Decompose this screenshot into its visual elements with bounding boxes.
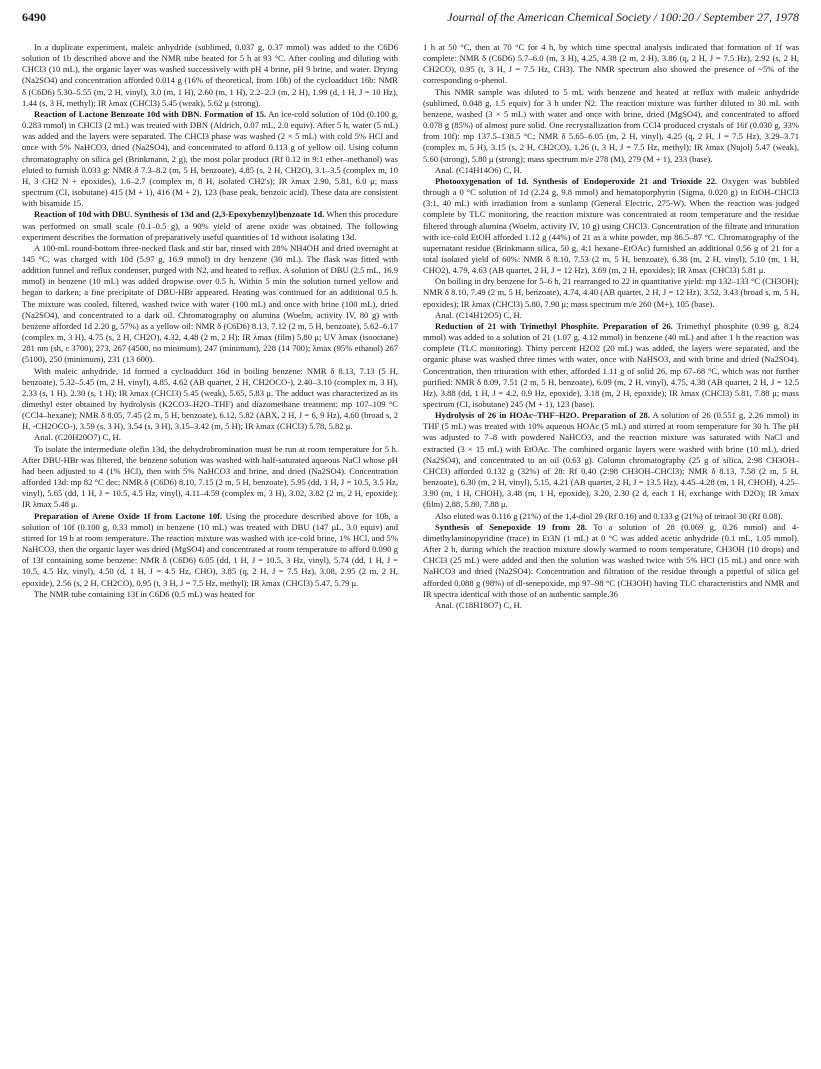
journal-citation: Journal of the American Chemical Society / 100:20 / September 27, 1978 xyxy=(447,10,799,24)
paragraph xyxy=(423,176,799,276)
run-in-heading: Hydrolysis of 26 in HOAc–THF–H2O. Preparation of 28. xyxy=(435,410,650,421)
page-header xyxy=(22,10,799,28)
paragraph-text: An ice-cold solution of 10d (0.100 g, 0.283 mmol) in CHCl3 (2 mL) was treated with DBN (Aldrich, 0.07 mL, 2.0 equiv). After 5 h, water (5 mL) was added and the layers were separated. The CHCl3 phase was washed (2 × 5 mL) with cold 5% HCl and once with 5% NaHCO3, dried (Na2SO4), and concentrated to afford 0.113 g of yellow oil. Using column chromatography on silica gel (Brinkmann, 2 g), the most polar product (Rf 0.12 in 9:1 ether–methanol) was eluted to furnish 0.033 g: NMR δ 7.3–8.2 (m, 5 H, benzoate), 4.85 (s, 2 H, CH2O), 3.1–3.5 (complex m, 10 H, 3 CH2 N + epoxides), 1.6–2.7 (complex m, 8 H, isolated CH2's); IR λmax 2.90, 5.81, 6.0 μ; mass spectrum (CI, isobutane) 415 (M + 1), 416 (M + 2), 123 (base peak, benzoic acid). These data are consistent with bisamide 15. xyxy=(22,108,398,209)
paragraph xyxy=(423,511,799,522)
paragraph-text: To isolate the intermediate olefin 13d, the dehydrobromination must be run at room temperature for 5 h. After DBU-HBr was filtered, the benzene solution was washed with half-saturated aqueous NaCl whose pH had been adjusted to 4 (1% HCl), then with 5% NaHCO3 and brine, and dried (Na2SO4). Concentration afforded 13d: mp 82 °C dec; NMR δ (C6D6) 8.10, 7.15 (2 m, 5 H, benzoate), 5.95 (dd, 1 H, J = 10.5, 3.5 Hz, vinyl), 5.65 (dd, 1 H, J = 10.5, 4.5 Hz, vinyl), 4.11–4.59 (complex m, 3 H), 3.02, 3.82 (2 m, 2 H, epoxide); IR λmax 5.48 μ. xyxy=(22,443,398,510)
run-in-heading: Photooxygenation of 1d. Synthesis of Endoperoxide 21 and Trioxide 22. xyxy=(435,175,718,186)
paragraph-text: In a duplicate experiment, maleic anhydride (sublimed, 0.037 g, 0.37 mmol) was added to the C6D6 solution of 1b described above and the NMR tube heated for 5 h at 93 °C. After cooling and diluting with CHCl3 (10 mL), the organic layer was washed successively with pH 4 brine, pH 9 brine, and water. Drying (Na2SO4) and concentration afforded 0.014 g (16% of theoretical, from 10b) of the cycloadduct 16b: NMR δ (C6D6) 5.30–5.55 (m, 2 H, vinyl), 3.0 (m, 1 H), 2.60 (m, 1 H), 2.2–2.3 (m, 2 H), 1.99 (d, 1 H, J = 10 Hz), 1.44 (s, 3 H, methyl); IR λmax (CHCl3) 5.45 (weak), 5.62 μ (strong). xyxy=(22,42,398,108)
run-in-heading: Reaction of 10d with DBU. Synthesis of 13d and (2,3-Epoxybenzyl)benzoate 1d. xyxy=(34,209,325,220)
paragraph xyxy=(22,444,398,511)
run-in-heading: Preparation of Arene Oxide 1f from Lactone 10f. xyxy=(34,510,223,521)
paragraph-text: Anal. (C14H14O6) C, H. xyxy=(435,164,522,175)
paragraph xyxy=(22,511,398,589)
paragraph xyxy=(423,42,799,87)
paragraph-text: Using the procedure described above for 10b, a solution of 10f (0.100 g, 0.33 mmol) in benzene (10 mL) was treated with DBU (147 μL, 3.0 equiv) and stirred for 19 h at room temperature. The reaction mixture was washed with ice-cold brine, 1% HCl, and 5% NaHCO3, then the organic layer was dried (MgSO4) and concentrated at room temperature to afford 0.090 g of 13f containing some benzene: NMR δ (C6D6) 6.05 (dd, 1 H, J = 10.5, 3 Hz, vinyl), 5.74 (dd, 1 H, J = 10.5, 4.5 Hz, vinyl), 4.50 (d, 1 H, J = 4.5 Hz, CHO), 3.85 (q, 2 H, J = 7.5 Hz), 3.08, 2.95 (2 m, 2 H, epoxide), 2.56 (s, 2 H, CH2CO), 0.95 (t, 3 H, J = 7.5 Hz, methyl); IR λmax (CHCl3) 5.47, 5.79 μ. xyxy=(22,510,399,588)
paragraph-text: Anal. (C18H18O7) C, H. xyxy=(435,599,522,610)
paragraph-text: This NMR sample was diluted to 5 mL with benzene and heated at reflux with maleic anhydride (sublimed, 0.048 g, 1.5 equiv) for 3 h under N2. The reaction mixture was further diluted to 30 mL with benzene, washed (3 × 5 mL) with water and once with brine, dried (MgSO4), and concentrated to afford 0.078 g (85%) of almost pure solid. One recrystallization from CCl4 produced crystals of 16f (0.030 g, 33% from 10f): mp 137.5–138.5 °C; NMR δ 5.65–6.05 (m, 2 H, vinyl), 4.25 (q, 2 H, J = 7.5 Hz), 3.29–3.71 (complex m, 5 H), 3.15 (s, 2 H, CH2CO), 1.26 (t, 3 H, J = 7.5 Hz, methyl); IR λmax (Nujol) 5.47 (weak), 5.60 (strong), 5.80 μ (strong); mass spectrum m/e 278 (M), 279 (M + 1), 233 (base). xyxy=(423,86,799,164)
paragraph-text: To a solution of 28 (0.069 g, 0.26 mmol) and 4-dimethylaminopyridine (trace) in Et3N (1 mL) at 0 °C was added acetic anhydride (0.1 mL, 1.05 mmol). After 2 h, during which the reaction mixture slowly warmed to room temperature, CH3OH (10 drops) and CHCl3 (25 mL) were added and then the solution was washed twice with 5% HCl (15 mL) and once with NaHCO3 and dried (Na2SO4). Concentration and filtration of the residue through a pipetful of silica gel afforded 0.088 g (98%) of dl-senepoxide, mp 97–98 °C (CH3OH) having TLC characteristics and NMR and IR spectra identical with those of an authentic sample.36 xyxy=(423,521,799,599)
paragraph-text: Also eluted was 0.116 g (21%) of the 1,4-diol 29 (Rf 0.16) and 0.133 g (21%) of tetraol 30 (Rf 0.08). xyxy=(435,510,783,521)
paragraph xyxy=(423,410,799,510)
paragraph xyxy=(423,87,799,165)
paragraph-text: The NMR tube containing 13f in C6D6 (0.5 mL) was heated for xyxy=(34,588,255,599)
page-number: 6490 xyxy=(22,10,46,24)
paragraph xyxy=(423,165,799,176)
run-in-heading: Reduction of 21 with Trimethyl Phosphite. Preparation of 26. xyxy=(435,320,673,331)
left-column xyxy=(22,42,398,611)
paragraph-text: A solution of 26 (0.551 g, 2.26 mmol) in THF (5 mL) was treated with 10% aqueous HOAc (5 mL) and stirred at room temperature for 30 h. The pH was adjusted to 7–8 with powdered NaHCO3, and the reaction mixture was saturated with NaCl and extracted (3 × 15 mL) with EtOAc. The combined organic layers were washed with brine (10 mL), dried (Na2SO4), and concentrated to an oil (0.63 g). Column chromatography (25 g of silica, 2:98 CH3OH–CHCl3) afforded 0.132 g (32%) of 28: Rf 0.40 (2:98 CH3OH–CHCl3); NMR δ 8.13, 7.58 (2 m, 5 H, benzoate), 6.30 (m, 2 H, vinyl), 5.15, 4.21 (AB quartet, 2 H, J = 13.5 Hz), 4.45–4.28 (m, 1 H, CHOH), 4.25–3.90 (m, 1 H, CHOH), 3.48 (m, 1 H, epoxide), 3.20, 2.30 (2 d, each 1 H, exchange with D2O); IR λmax (film) 2.88, 5.80, 7.88 μ. xyxy=(423,410,799,510)
paragraph xyxy=(22,209,398,242)
paragraph xyxy=(22,589,398,600)
run-in-heading: Reaction of Lactone Benzoate 10d with DBN. Formation of 15. xyxy=(34,108,267,119)
paragraph xyxy=(423,276,799,309)
paragraph xyxy=(423,522,799,600)
paragraph xyxy=(22,366,398,433)
paragraph-text: On boiling in dry benzene for 5–6 h, 21 rearranged to 22 in quantitative yield: mp 132–133 °C (CH3OH); NMR δ 8.10, 7.49 (2 m, 5 H, benzoate), 4.74, 4.40 (AB quartet, 2 H, J = 12 Hz), 3.52, 3.43 (broad s, m, 5 H, epoxides); IR λmax (CHCl3) 5.80, 7.90 μ; mass spectrum m/e 260 (M+), 105 (base). xyxy=(423,276,799,309)
paragraph xyxy=(22,109,398,209)
paragraph-text: 1 h at 50 °C, then at 70 °C for 4 h, by which time spectral analysis indicated that formation of 1f was complete: NMR δ (C6D6) 5.7–6.0 (m, 3 H), 4.25, 4.38 (2 m, 2 H), 3.86 (q, 2 H, J = 7.5 Hz), 2.92 (s, 2 H, CH2CO), 0.95 (t, 3 H, J = 7.5 Hz, CH3). The NMR spectrum also showed the presence of ~5% of the corresponding o-phenol. xyxy=(423,42,799,86)
paragraph xyxy=(22,432,398,443)
paragraph-text: With maleic anhydride, 1d formed a cycloadduct 16d in boiling benzene: NMR δ 8.13, 7.13 (5 H, benzoate), 5.32–5.45 (m, 2 H, vinyl), 4.85, 4.62 (AB quartet, 2 H, CH2OCO-), 2.40–3.10 (complex m, 3 H), 2.33 (s, 1 H), 2.30 (s, 1 H); IR λmax (CHCl3) 5.45 (weak), 5.65, 5.83 μ. The adduct was characterized as its dimethyl ester obtained by hydrolysis (K2CO3–H2O–THF) and diazomethane treatment: mp 107–109 °C (CCl4–hexane); NMR δ 8.05, 7.45 (2 m, 5 H, benzoate), 6.12, 5.82 (ABX, 2 H, J = 6, 9 Hz), 4.60 (broad s, 2 H, -CH2OCO-), 3.59 (s, 3 H), 3.54 (s, 3 H), 3.15–3.42 (m, 5 H); IR λmax (CHCl3) 5.78, 5.82 μ. xyxy=(22,365,398,432)
paragraph-text: Anal. (C20H20O7) C, H. xyxy=(34,432,121,443)
right-column xyxy=(423,42,799,611)
run-in-heading: Synthesis of Senepoxide 19 from 28. xyxy=(435,521,588,532)
paragraph xyxy=(22,42,398,109)
paragraph-text: A 100-mL round-bottom three-necked flask and stir bar, rinsed with 28% NH4OH and dried overnight at 145 °C, was charged with 10d (5.97 g, 16.9 mmol) in dry benzene (30 mL). The flask was fitted with addition funnel and reflux condenser, purged with N2, and heated to reflux. A solution of DBU (2.5 mL, 16.9 mmol) in benzene (10 mL) was added dropwise over 0.5 h. Within 5 min the solution turned yellow and began to darken; a fine precipitate of DBU-HBr appeared. Heating was continued for an additional 0.5 h. The mixture was cooled, filtered, washed twice with water (100 mL) and once with brine (100 mL), dried (Na2SO4), and concentrated to a dark oil. Chromatography on alumina (Woelm, activity IV, 80 g) with benzene afforded 1d 2.20 g, 57%) as a yellow oil: NMR δ (C6D6) 8.13, 7.12 (2 m, 5 H, benzoate), 5.62–6.17 (complex m, 3 H), 4.75 (s, 2 H, CH2O), 4.32, 4.48 (2 m, 2 H); IR λmax (film) 5.80 μ; UV λmax (isooctane) 281 nm (sh, ε 3700), 273, 267 (4500, no minimum), 247 (minimum), 228 (14 700); λmax (95% ethanol) 267 (5100), 250 (minimum), 231 (13 600). xyxy=(22,242,398,365)
paragraph xyxy=(423,310,799,321)
paragraph xyxy=(423,600,799,611)
paragraph xyxy=(423,321,799,410)
paragraph-text: Oxygen was bubbled through a 0 °C solution of 1d (2.24 g, 9.8 mmol) and hematoporphyrin (Sigma, 0.020 g) in EtOH–CHCl3 (3:1, 40 mL) with irradiation from a sunlamp (General Electric, 275-W). When the reaction was judged complete by TLC monitoring, the reaction mixture was concentrated at room temperature and the residue filtered through alumina (Woelm, activity IV, 10 g) using CHCl3. Concentration of the filtrate and trituration with ice-cold EtOH afforded 1.12 g (44%) of 21 as a white powder, mp 86.5–87 °C. Chromatography of the supernatant residue (Brinkmann silica, 50 g, 4:1 hexane–EtOAc) furnished an additional 0.56 g of 21 for a total isolated yield of 60%: NMR δ 8.10, 7.53 (2 m, 5 H, benzoate), 6.38 (m, 2 H, vinyl), 5.10 (m, 1 H, CHO2), 4.79, 4.63 (AB quartet, 2 H, J = 12 Hz), 3.69 (m, 2 H, epoxides); IR λmax (CHCl3) 5.81 μ. xyxy=(423,175,799,276)
paragraph-text: Trimethyl phosphite (0.99 g, 8.24 mmol) was added to a solution of 21 (1.07 g, 4.12 mmol) in benzene (40 mL) and after 1 h the reaction was complete (TLC monitoring). Thirty percent H2O2 (20 mL) was added, the layers were separated, and the organic phase was washed three times with water, once with NaHSO3, and with brine and dried (Na2SO4). Concentration, then trituration with ether, afforded 1.11 g of solid 26, mp 67–68 °C, which was not further purified: NMR δ 8.09, 7.51 (2 m, 5 H, benzoate), 6.09 (m, 2 H, vinyl), 4.75, 4.38 (AB quartet, 2 H, J = 12.5 Hz), 3.88 (dd, 1 H, J = 4.2, 0.9 Hz, epoxide), 3.18 (m, 2 H, epoxide); IR λmax (CHCl3) 5.81, 7.88 μ; mass spectrum (CI, isobutane) 245 (M + 1), 123 (base). xyxy=(423,320,799,409)
paragraph-text: Anal. (C14H12O5) C, H. xyxy=(435,309,522,320)
paragraph-text: When this procedure was performed on small scale (0.1–0.5 g), a 90% yield of arene oxide was obtained. The following experiment describes the formation of preparatively useful quantities of 1d without isolating 13d. xyxy=(22,209,398,242)
paragraph xyxy=(22,243,398,366)
article-body xyxy=(22,42,799,611)
